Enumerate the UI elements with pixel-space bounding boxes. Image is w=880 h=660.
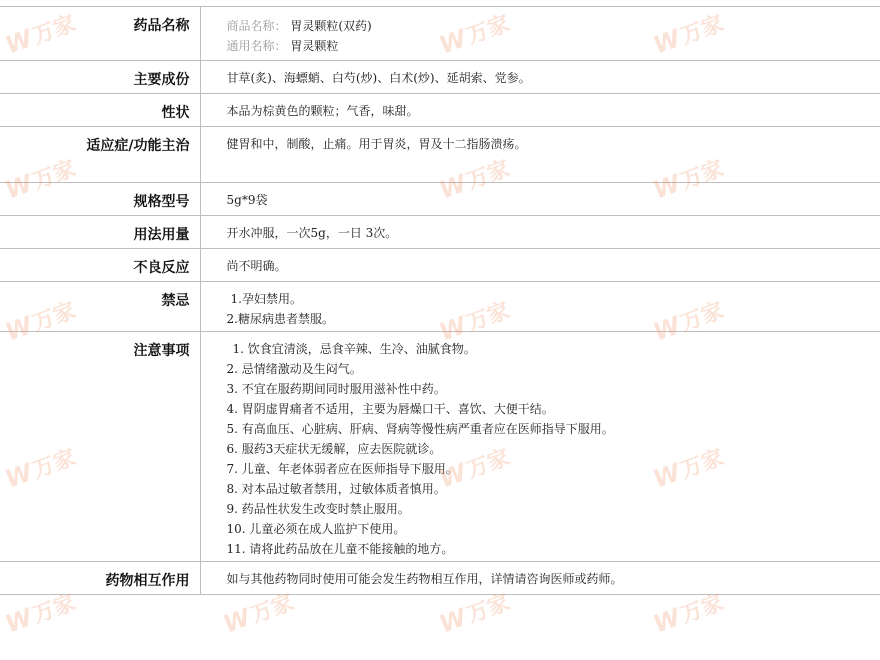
- precaution-item: 4. 胃阴虚胃痛者不适用，主要为唇燥口干、喜饮、大便干结。: [226, 402, 554, 416]
- label-interactions: 药物相互作用: [0, 562, 200, 595]
- contraindication-item: 1.孕妇禁用。: [230, 292, 302, 306]
- trade-name-prefix: 商品名称：: [226, 19, 287, 33]
- label-precautions: 注意事项: [0, 332, 200, 562]
- trade-name-value: 胃灵颗粒(双药): [290, 19, 372, 33]
- label-contraindications: 禁忌: [0, 282, 200, 332]
- precaution-item: 11. 请将此药品放在儿童不能接触的地方。: [226, 542, 454, 556]
- value-indications: 健胃和中，制酸，止痛。用于胃炎，胃及十二指肠溃疡。: [200, 127, 880, 183]
- generic-name-prefix: 通用名称：: [226, 39, 287, 53]
- watermark-logo: W万家: [1, 298, 80, 347]
- precaution-item: 5. 有高血压、心脏病、肝病、肾病等慢性病严重者应在医师指导下服用。: [226, 422, 614, 436]
- watermark-logo: W万家: [435, 156, 514, 205]
- trade-name: [227, 16, 880, 36]
- value-adverse: 尚不明确。: [200, 249, 880, 282]
- watermark-logo: W万家: [435, 298, 514, 347]
- value-precautions: [200, 332, 880, 562]
- watermark-logo: W万家: [435, 445, 514, 494]
- row-adverse: [0, 249, 880, 282]
- label-spec: 规格型号: [0, 183, 200, 216]
- row-drug-name: [0, 7, 880, 61]
- watermark-logo: W万家: [649, 590, 728, 639]
- precaution-item: 1. 饮食宜清淡，忌食辛辣、生冷、油腻食物。: [232, 342, 476, 356]
- precaution-item: 3. 不宜在服药期间同时服用滋补性中药。: [226, 382, 446, 396]
- precaution-item: 6. 服药3天症状无缓解，应去医院就诊。: [226, 442, 442, 456]
- label-indications: 适应症/功能主治: [0, 127, 200, 183]
- row-contraindications: [0, 282, 880, 332]
- value-drug-name: [200, 7, 880, 61]
- precaution-item: 2. 忌情绪激动及生闷气。: [226, 362, 362, 376]
- drug-spec-table: [0, 6, 880, 595]
- label-appearance: 性状: [0, 94, 200, 127]
- row-precautions: [0, 332, 880, 562]
- row-spec: [0, 183, 880, 216]
- watermark-logo: W万家: [1, 590, 80, 639]
- value-spec: 5g*9袋: [200, 183, 880, 216]
- watermark-logo: W万家: [1, 445, 80, 494]
- watermark-logo: W万家: [649, 11, 728, 60]
- row-interactions: [0, 562, 880, 595]
- row-ingredients: [0, 61, 880, 94]
- watermark-logo: W万家: [1, 11, 80, 60]
- value-ingredients: 甘草(炙)、海螵蛸、白芍(炒)、白术(炒)、延胡索、党参。: [200, 61, 880, 94]
- label-adverse: 不良反应: [0, 249, 200, 282]
- label-drug-name: 药品名称: [0, 7, 200, 61]
- label-ingredients: 主要成份: [0, 61, 200, 94]
- watermark-logo: W万家: [649, 298, 728, 347]
- contraindication-item: 2.糖尿病患者禁服。: [226, 312, 334, 326]
- label-usage: 用法用量: [0, 216, 200, 249]
- watermark-logo: W万家: [435, 590, 514, 639]
- watermark-logo: W万家: [219, 590, 298, 639]
- row-indications: [0, 127, 880, 183]
- precaution-item: 9. 药品性状发生改变时禁止服用。: [226, 502, 410, 516]
- value-usage: 开水冲服，一次5g，一日 3次。: [200, 216, 880, 249]
- value-interactions: 如与其他药物同时使用可能会发生药物相互作用，详情请咨询医师或药师。: [200, 562, 880, 595]
- watermark-logo: W万家: [649, 445, 728, 494]
- generic-name: [227, 36, 880, 56]
- precaution-item: 7. 儿童、年老体弱者应在医师指导下服用。: [226, 462, 458, 476]
- row-usage: [0, 216, 880, 249]
- precaution-item: 10. 儿童必须在成人监护下使用。: [226, 522, 406, 536]
- generic-name-value: 胃灵颗粒: [290, 39, 339, 53]
- row-appearance: [0, 94, 880, 127]
- value-contraindications: [200, 282, 880, 332]
- precaution-item: 8. 对本品过敏者禁用，过敏体质者慎用。: [226, 482, 446, 496]
- value-appearance: 本品为棕黄色的颗粒；气香，味甜。: [200, 94, 880, 127]
- watermark-logo: W万家: [1, 156, 80, 205]
- watermark-logo: W万家: [435, 11, 514, 60]
- watermark-logo: W万家: [649, 156, 728, 205]
